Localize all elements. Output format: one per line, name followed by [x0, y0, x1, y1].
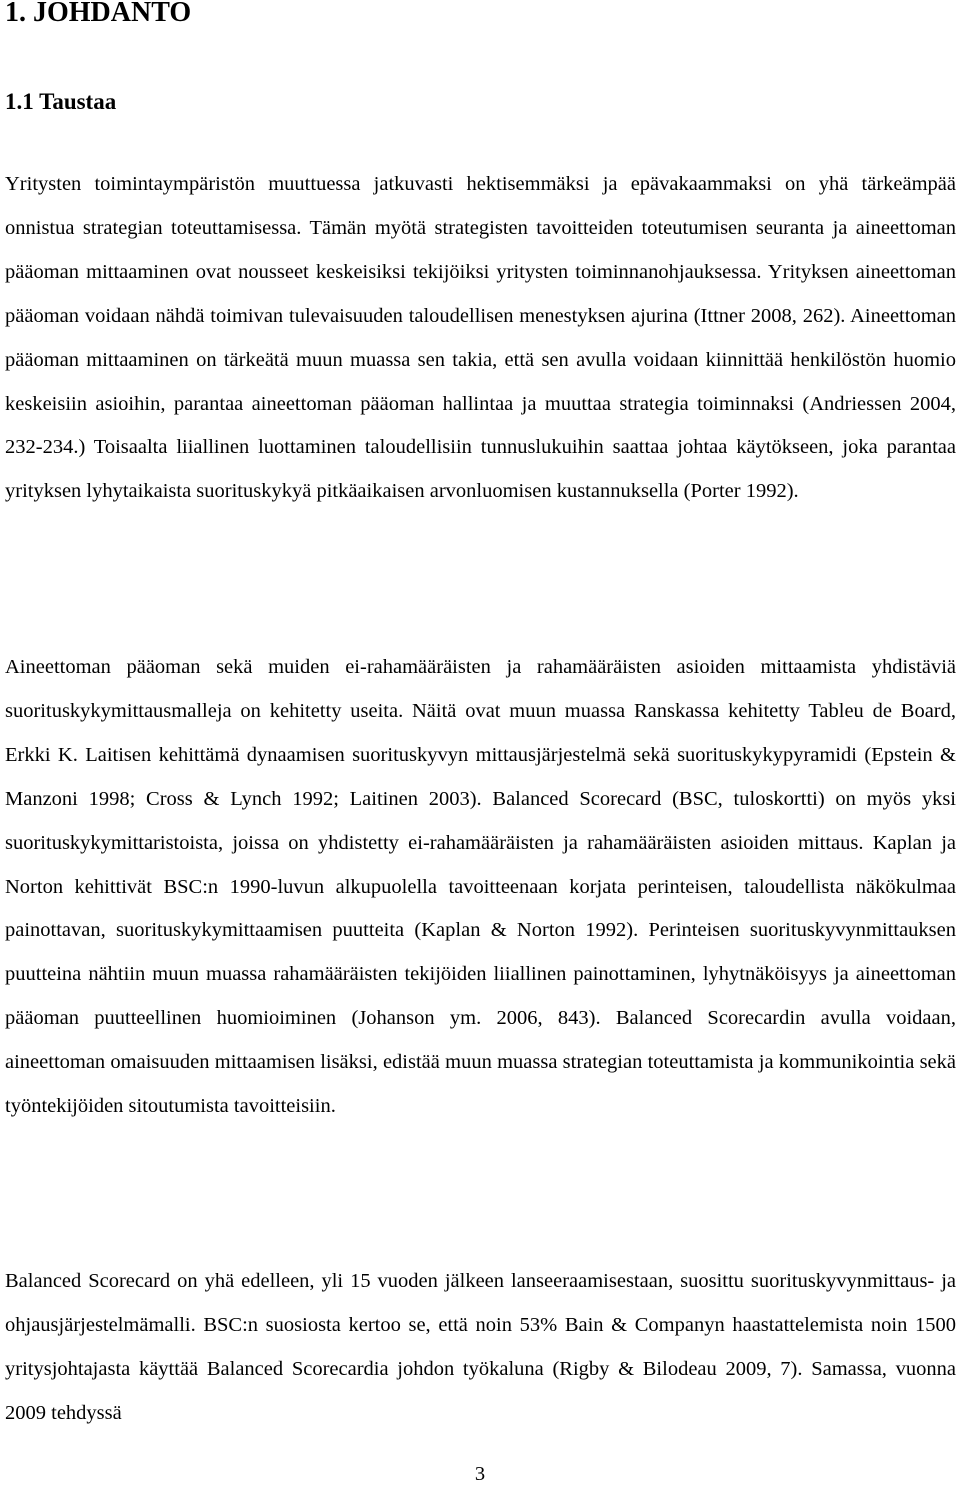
body-paragraph: Yritysten toimintaympäristön muuttuessa jatkuvasti hektisemmäksi ja epävakaammaksi on yhä tärkeämpää onnistua strategian toteuttamisessa. Tämän myötä strategisten tavoitteiden toteutumisen seuranta ja aineettoman pääoman mittaaminen ovat nousseet keskeisiksi tekijöiksi yritysten toiminnanohjauksessa. Yrityksen aineettoman pääoman voidaan nähdä toimivan tulevaisuuden taloudellisen menestyksen ajurina (Ittner 2008, 262). Aineettoman pääoman mittaaminen on tärkeätä muun muassa sen takia, että sen avulla voidaan kiinnittää henkilöstön huomio keskeisiin asioihin, parantaa aineettoman pääoman hallintaa ja muuttaa strategia toiminnaksi (Andriessen 2004, 232-234.) Toisaalta liiallinen luottaminen taloudellisiin tunnuslukuihin saattaa johtaa käytökseen, joka parantaa yrityksen lyhytaikaista suorituskykyä pitkäaikaisen arvonluomisen kustannuksella (Porter 1992).: [5, 173, 956, 503]
chapter-heading: 1. JOHDANTO: [5, 0, 192, 28]
body-paragraph: Balanced Scorecard on yhä edelleen, yli 15 vuoden jälkeen lanseeraamisestaan, suosittu suorituskyvynmittaus- ja ohjausjärjestelmämalli. BSC:n suosiosta kertoo se, että noin 53% Bain & Companyn haastattelemista noin 1500 yritysjohtajasta käyttää Balanced Scorecardia johdon työkaluna (Rigby & Bilodeau 2009, 7). Samassa, vuonna 2009 tehdyssä: [5, 1270, 956, 1424]
body-paragraph: Aineettoman pääoman sekä muiden ei-rahamääräisten ja rahamääräisten asioiden mittaamista yhdistäviä suorituskykymittausmalleja on kehitetty useita. Näitä ovat muun muassa Ranskassa kehitetty Tableu de Board, Erkki K. Laitisen kehittämä dynaamisen suorituskyvyn mittausjärjestelmä sekä suorituskykypyramidi (Epstein & Manzoni 1998; Cross & Lynch 1992; Laitinen 2003). Balanced Scorecard (BSC, tuloskortti) on myös yksi suorituskykymittaristoista, joissa on yhdistetty ei-rahamääräisten ja rahamääräisten asioiden mittaus. Kaplan ja Norton kehittivät BSC:n 1990-luvun alkupuolella tavoitteenaan korjata perinteisen, taloudellista näkökulmaa painottavan, suorituskykymittaamisen puutteita (Kaplan & Norton 1992). Perinteisen suorituskyvynmittauksen puutteina nähtiin muun muassa rahamääräisten tekijöiden liiallinen painottaminen, lyhytnäköisyys ja aineettoman pääoman puutteellinen huomioiminen (Johanson ym. 2006, 843). Balanced Scorecardin avulla voidaan, aineettoman omaisuuden mittaamisen lisäksi, edistää muun muassa strategian toteuttamista ja kommunikointia sekä työntekijöiden sitoutumista tavoitteisiin.: [5, 656, 956, 1118]
page-number: 3: [474, 1463, 486, 1485]
section-heading: 1.1 Taustaa: [5, 89, 117, 114]
